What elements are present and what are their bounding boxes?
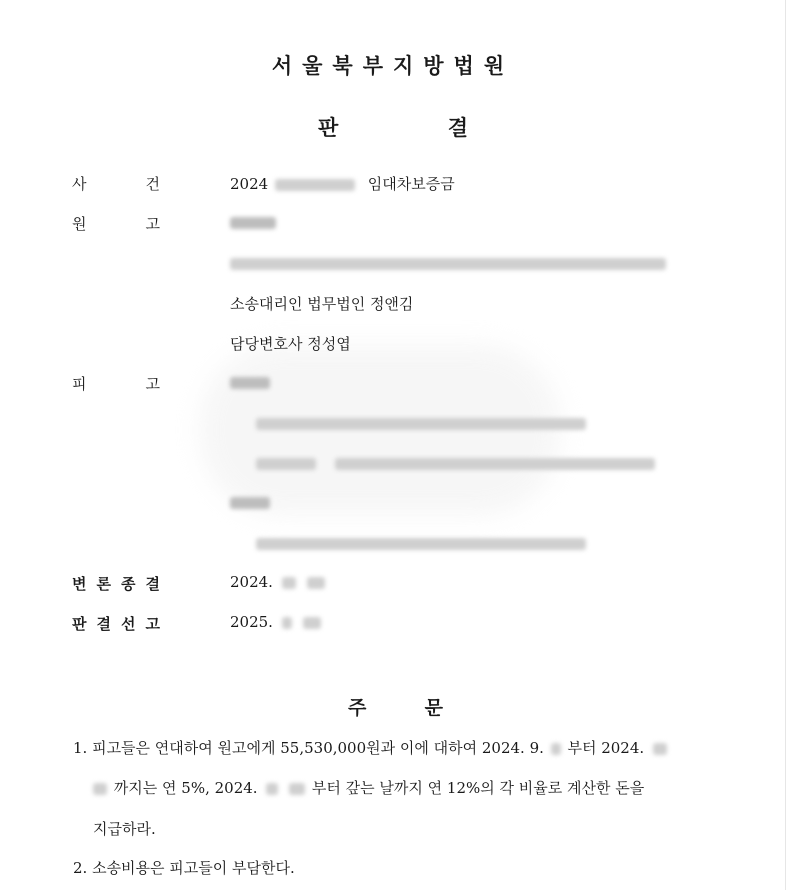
- defendant-1-address: [256, 414, 586, 432]
- order-text: 부터 갚는 날까지 연 12%의 각 비율로 계산한 돈을: [311, 779, 645, 797]
- order-title: [348, 693, 443, 720]
- counsel-attorney: 담당변호사 정성엽: [230, 335, 351, 353]
- redacted-day: [93, 783, 107, 795]
- document-title: [318, 112, 468, 142]
- plaintiff-address: [230, 254, 666, 272]
- counsel-firm: 소송대리인 법무법인 정앤김: [230, 295, 414, 313]
- redacted-case-number: [275, 179, 355, 191]
- case-value: [230, 173, 455, 194]
- defendant-2-name: [230, 493, 270, 511]
- redacted-month: [266, 783, 278, 795]
- redacted-day: [551, 743, 561, 755]
- label-char: 론: [96, 575, 111, 593]
- order-text: 까지는 연 5%, 2024.: [113, 779, 258, 797]
- hearing-closed-label: [72, 573, 160, 594]
- redacted-month: [282, 577, 296, 589]
- title-char: 주: [348, 697, 367, 719]
- court-name: 서울북부지방법원: [271, 53, 515, 78]
- title-char: 결: [447, 115, 468, 140]
- order-item-1-line-2: [93, 777, 644, 798]
- label-char: 사: [72, 175, 87, 193]
- judgment-date: [230, 613, 321, 631]
- judgment-date-label: [72, 613, 160, 634]
- redacted-address-line: [256, 418, 586, 430]
- order-text: 1. 피고들은 연대하여 원고에게 55,530,000원과 이에 대하여 2024. 9.: [73, 739, 544, 757]
- order-item-2: 2. 소송비용은 피고들이 부담한다.: [73, 859, 295, 877]
- redacted-plaintiff-address: [230, 258, 666, 270]
- case-label: [72, 173, 160, 194]
- label-char: 선: [121, 615, 136, 633]
- defendant-1-address-2: [256, 454, 655, 472]
- case-number-prefix: 2024: [230, 175, 269, 193]
- defendant-2-address: [256, 534, 586, 552]
- plaintiff-name: [230, 213, 276, 231]
- redacted-day: [303, 617, 321, 629]
- label-char: 원: [72, 215, 87, 233]
- order-text: 부터 2024.: [567, 739, 645, 757]
- date-year: 2025.: [230, 613, 273, 631]
- title-char: 판: [318, 115, 339, 140]
- label-char: 판: [72, 615, 87, 633]
- label-char: 결: [96, 615, 111, 633]
- order-item-1-line-3: 지급하라.: [93, 820, 156, 838]
- redacted-month: [653, 743, 667, 755]
- redacted-address-line: [256, 538, 586, 550]
- title-char: 문: [424, 697, 443, 719]
- redacted-defendant-2: [230, 497, 270, 509]
- defendant-label: [72, 373, 160, 394]
- date-year: 2024.: [230, 573, 273, 591]
- hearing-closed-date: [230, 573, 325, 591]
- redacted-day: [307, 577, 325, 589]
- label-char: 변: [72, 575, 87, 593]
- redacted-plaintiff-name: [230, 217, 276, 229]
- redacted-day: [289, 783, 305, 795]
- label-char: 건: [145, 175, 160, 193]
- redacted-address-line: [335, 458, 655, 470]
- redacted-month: [282, 617, 292, 629]
- label-char: 결: [145, 575, 160, 593]
- redacted-address-line: [256, 458, 316, 470]
- label-char: 고: [145, 375, 160, 393]
- label-char: 종: [121, 575, 136, 593]
- order-item-1-line-1: [73, 737, 667, 758]
- section-divider: [0, 665, 786, 666]
- redacted-defendant-1: [230, 377, 270, 389]
- label-char: 피: [72, 375, 87, 393]
- plaintiff-label: [72, 213, 160, 234]
- label-char: 고: [145, 215, 160, 233]
- defendant-1-name: [230, 373, 270, 391]
- case-type: 임대차보증금: [367, 175, 455, 193]
- label-char: 고: [145, 615, 160, 633]
